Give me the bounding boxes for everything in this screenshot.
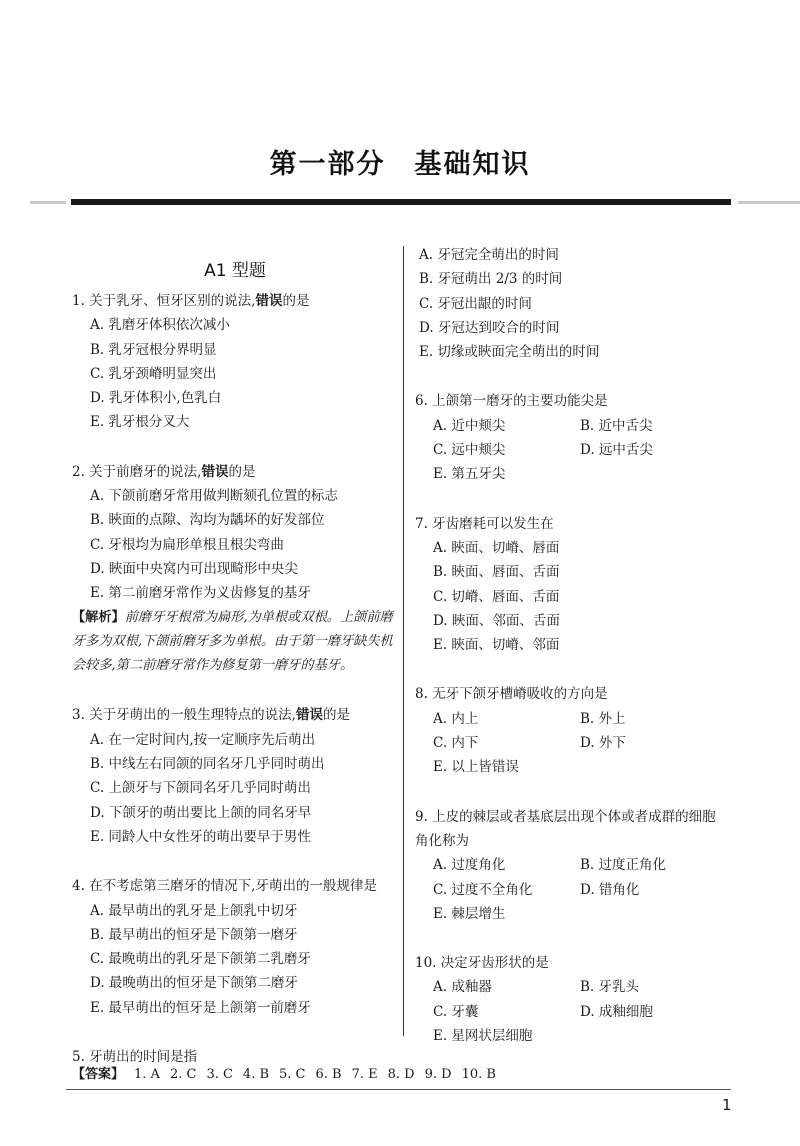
question-stem: 10. 决定牙齿形状的是 <box>415 955 549 972</box>
option: D. 外下 <box>580 735 626 752</box>
option: B. 近中舌尖 <box>580 417 653 434</box>
option: D. 下颌牙的萌出要比上颌的同名牙早 <box>90 804 312 821</box>
question-1 <box>72 289 394 435</box>
option: A. 过度角化 <box>433 857 506 874</box>
option: D. 䀹面、邻面、舌面 <box>433 612 560 629</box>
option: D. 成釉细胞 <box>580 1003 653 1020</box>
analysis-tag: 【解析】 <box>72 609 125 625</box>
option: D. 䀹面中央窝内可出现畸形中央尖 <box>90 560 298 577</box>
answer-key <box>72 1063 506 1082</box>
answer-item: 9. D <box>424 1067 452 1082</box>
option: E. 切缘或䀹面完全萌出的时间 <box>419 344 600 361</box>
option: A. 内上 <box>433 710 479 727</box>
question-stem: 9. 上皮的棘层或者基底层出现个体或者成群的细胞角化称为 <box>415 808 716 849</box>
right-column <box>415 243 727 1073</box>
question-stem: 4. 在不考虑第三磨牙的情况下,牙萌出的一般规律是 <box>72 878 377 895</box>
left-column <box>72 289 394 1094</box>
option: B. 中线左右同颌的同名牙几乎同时萌出 <box>90 756 325 773</box>
option: E. 最早萌出的恒牙是上颌第一前磨牙 <box>90 999 311 1016</box>
option: B. 乳牙冠根分界明显 <box>90 341 217 358</box>
option: E. 同龄人中女性牙的萌出要早于男性 <box>90 828 311 845</box>
analysis-text: 前磨牙牙根常为扁形,为单根或双根。上颌前磨牙多为双根,下颌前磨牙多为单根。由于第一磨牙缺失机会较多,第二前磨牙常作为修复第一磨牙的基牙。 <box>72 609 393 674</box>
option: C. 乳牙颈嵴明显突出 <box>90 365 217 382</box>
option: C. 牙冠出龈的时间 <box>419 295 532 312</box>
page-number: 1 <box>722 1096 732 1114</box>
option: A. 在一定时间内,按一定顺序先后萌出 <box>90 731 316 748</box>
option: E. 星网状层细胞 <box>433 1028 533 1045</box>
column-divider <box>403 246 404 1036</box>
option: B. 过度正角化 <box>580 857 667 874</box>
question-7 <box>415 512 727 658</box>
question-stem: 6. 上颌第一磨牙的主要功能尖是 <box>415 393 608 410</box>
option: C. 牙根均为扁形单根且根尖弯曲 <box>90 536 284 553</box>
answer-item: 5. C <box>279 1067 306 1082</box>
question-stem: 1. 关于乳牙、恒牙区别的说法,错误的是 <box>72 293 310 309</box>
option: E. 䀹面、切嵴、邻面 <box>433 637 560 654</box>
title-rule-right-accent <box>738 201 800 204</box>
option: E. 第二前磨牙常作为义齿修复的基牙 <box>90 585 311 602</box>
question-4 <box>72 874 394 1020</box>
option: D. 错角化 <box>580 881 640 898</box>
option: D. 乳牙体积小,色乳白 <box>90 390 222 407</box>
option: C. 上颌牙与下颌同名牙几乎同时萌出 <box>90 780 311 797</box>
option: E. 以上皆错误 <box>433 759 519 776</box>
option: C. 过度不全角化 <box>433 881 533 898</box>
question-6 <box>415 389 727 486</box>
answer-item: 4. B <box>242 1067 270 1082</box>
option: A. 近中颊尖 <box>433 417 506 434</box>
question-8 <box>415 682 727 779</box>
question-stem: 7. 牙齿磨耗可以发生在 <box>415 515 554 532</box>
analysis-note <box>72 606 394 679</box>
option: D. 最晚萌出的恒牙是下颌第二磨牙 <box>90 975 298 992</box>
option: C. 内下 <box>433 735 479 752</box>
option: E. 棘层增生 <box>433 905 506 922</box>
answer-item: 6. B <box>315 1067 342 1082</box>
question-stem: 2. 关于前磨牙的说法,错误的是 <box>72 463 256 480</box>
option: A. 䀹面、切嵴、唇面 <box>433 539 560 556</box>
option: E. 第五牙尖 <box>433 466 506 483</box>
option: B. 最早萌出的恒牙是下颌第一磨牙 <box>90 926 298 943</box>
question-2 <box>72 460 394 679</box>
option: A. 下颌前磨牙常用做判断颏孔位置的标志 <box>90 488 338 505</box>
option: A. 成釉器 <box>433 979 492 996</box>
answer-item: 7. E <box>351 1067 378 1082</box>
question-9 <box>415 805 727 926</box>
option: C. 远中颊尖 <box>433 442 506 459</box>
question-5-options <box>415 243 727 364</box>
answer-item: 10. B <box>461 1067 496 1082</box>
option: C. 最晚萌出的乳牙是下颌第二乳磨牙 <box>90 951 311 968</box>
option: B. 䀹面、唇面、舌面 <box>433 564 560 581</box>
option: B. 牙乳头 <box>580 979 640 996</box>
option: B. 牙冠萌出 2/3 的时间 <box>419 271 563 288</box>
question-stem: 8. 无牙下颌牙槽嵴吸收的方向是 <box>415 686 608 703</box>
answer-key-label: 【答案】 <box>72 1067 125 1082</box>
section-heading: A1 型题 <box>204 261 266 281</box>
option: A. 乳磨牙体积依次减小 <box>90 317 230 334</box>
option: D. 牙冠达到咬合的时间 <box>419 319 560 336</box>
page-title: 第一部分 基础知识 <box>269 149 531 180</box>
answer-item: 2. C <box>169 1067 197 1082</box>
option: E. 乳牙根分叉大 <box>90 414 190 431</box>
option: B. 外上 <box>580 710 626 727</box>
option: C. 牙囊 <box>433 1003 479 1020</box>
title-rule <box>71 199 731 205</box>
answer-item: 3. C <box>206 1067 233 1082</box>
answer-item: 1. A <box>134 1067 160 1082</box>
answer-item: 8. D <box>387 1067 415 1082</box>
option: D. 远中舌尖 <box>580 442 653 459</box>
question-stem: 5. 牙萌出的时间是指 <box>72 1049 198 1066</box>
option: C. 切嵴、唇面、舌面 <box>433 588 560 605</box>
answer-key-rule <box>66 1089 731 1090</box>
question-3 <box>72 703 394 849</box>
option: A. 牙冠完全萌出的时间 <box>419 247 559 263</box>
title-rule-left-accent <box>30 201 66 204</box>
option: B. 䀹面的点隙、沟均为龋坏的好发部位 <box>90 512 325 529</box>
question-10 <box>415 951 727 1048</box>
option: A. 最早萌出的乳牙是上颌乳中切牙 <box>90 902 298 919</box>
question-stem: 3. 关于牙萌出的一般生理特点的说法,错误的是 <box>72 707 350 724</box>
